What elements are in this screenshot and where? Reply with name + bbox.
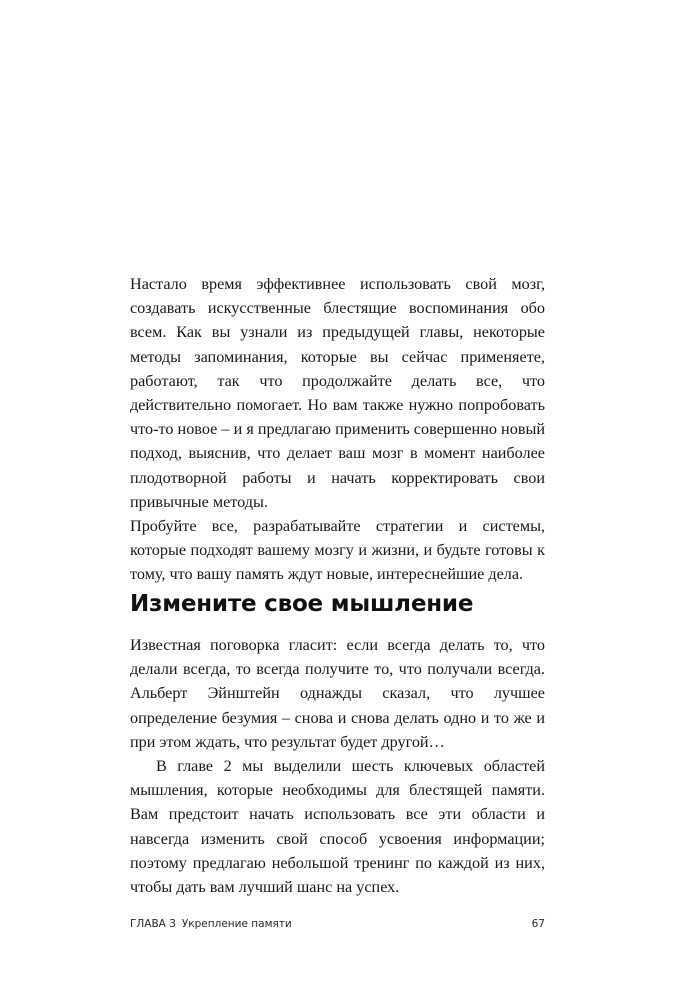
intro-paragraph-2: Пробуйте все, разрабатывайте стратегии и системы, которые подходят вашему мозгу и жизни, и будьте готовы к тому, что вашу память ждут новые, интереснейшие дела.: [130, 517, 545, 584]
intro-text: [130, 272, 545, 587]
intro-paragraph-1: Настало время эффективнее использовать свой мозг, создавать искусственные блестящие воспоминания обо всем. Как вы узнали из предыдущей главы, некоторые методы запоминания, которые вы сейчас применяете, работают, так что продолжайте делать все, что действительно помогает. Но вам также нужно попробовать что-то новое – и я предлагаю применить совершенно новый подход, выяснив, что делает ваш мозг в момент наиболее плодотворной работы и начать корректировать свои привычные методы.: [130, 275, 545, 511]
page-number: 67: [531, 918, 545, 930]
section-paragraph-2: В главе 2 мы выделили шесть ключевых областей мышления, которые необходимы для блестящей памяти. Вам предстоит начать использовать все эти области и навсегда изменить свой способ усвоения информации; поэтому предлагаю небольшой тренинг по каждой из них, чтобы дать вам лучший шанс на успех.: [130, 757, 545, 897]
chapter-title: Укрепление памяти: [181, 918, 292, 930]
running-footer: [130, 917, 292, 931]
section-heading: Измените свое мышление: [130, 591, 474, 617]
chapter-label: ГЛАВА 3: [130, 918, 176, 930]
section-text: [130, 633, 545, 899]
section-paragraph-1: Известная поговорка гласит: если всегда делать то, что делали всегда, то всегда получите то, что получали всегда. Альберт Эйнштейн однажды сказал, что лучшее определение безумия – снова и снова делать одно и то же и при этом ждать, что результат будет другой…: [130, 636, 545, 751]
